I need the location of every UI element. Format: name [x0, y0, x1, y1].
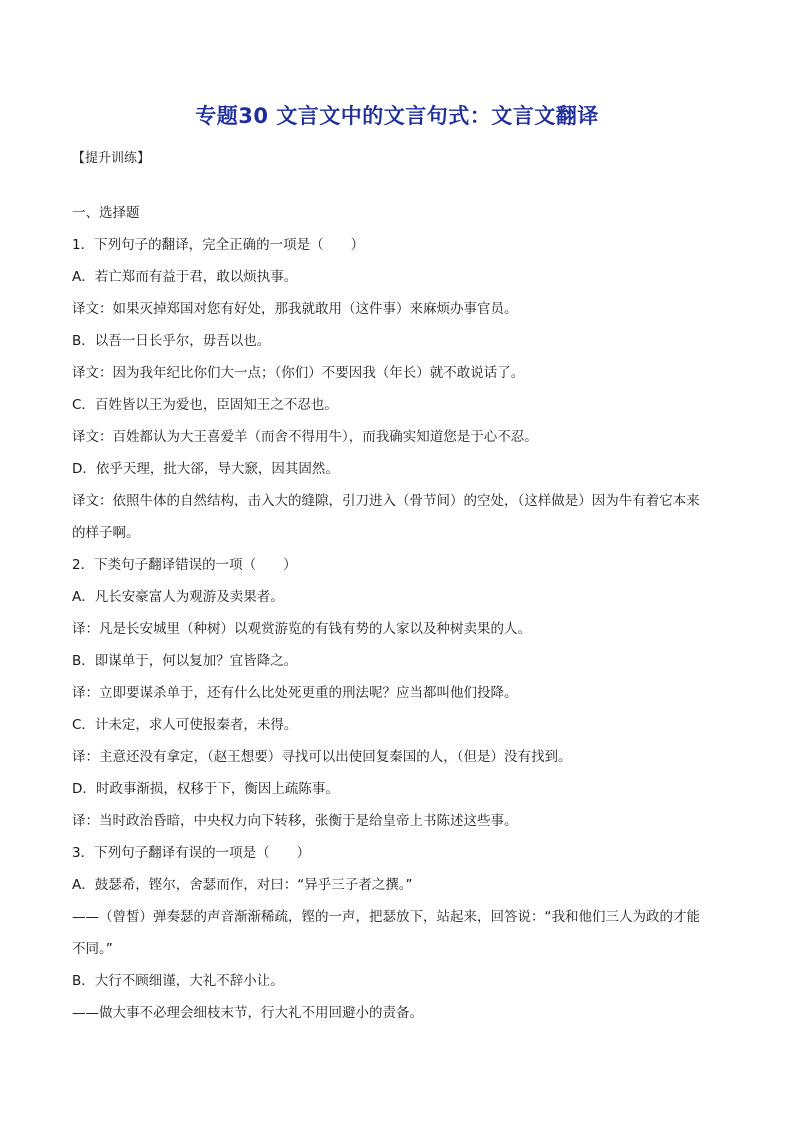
section-heading: 一、选择题 [72, 205, 140, 221]
question-line: A．鼓瑟希，铿尔，舍瑟而作，对曰：“异乎三子者之撰。” [72, 877, 413, 893]
question-line: B．即谋单于，何以复加？宜皆降之。 [72, 653, 298, 669]
question-stem: 1．下列句子的翻译，完全正确的一项是（ ） [72, 237, 365, 253]
question-line: C．计未定，求人可使报秦者，未得。 [72, 717, 298, 733]
question-line: A．凡长安豪富人为观游及卖果者。 [72, 589, 284, 605]
question-line: 译文：百姓都认为大王喜爱羊（而舍不得用牛），而我确实知道您是于心不忍。 [72, 429, 538, 445]
spacer [72, 175, 730, 197]
question-line: 不同。” [72, 941, 113, 957]
question-line: D．时政事渐损，权移于下，衡因上疏陈事。 [72, 781, 339, 797]
section-tag: 【提升训练】 [72, 151, 151, 166]
question-line: 译文：如果灭掉郑国对您有好处，那我就敢用（这件事）来麻烦办事官员。 [72, 301, 518, 317]
question-line: 译：凡是长安城里（种树）以观赏游览的有钱有势的人家以及种树卖果的人。 [72, 621, 531, 637]
question-line: 的样子啊。 [72, 525, 140, 541]
question-line: 译文：依照牛体的自然结构，击入大的缝隙，引刀进入（骨节间）的空处，（这样做是）因为牛有着它本来 [72, 493, 700, 509]
question-line: ——做大事不必理会细枝末节，行大礼不用回避小的责备。 [72, 1005, 423, 1021]
question-line: 译文：因为我年纪比你们大一点；（你们）不要因我（年长）就不敢说话了。 [72, 365, 525, 381]
question-line: 译：立即要谋杀单于，还有什么比处死更重的刑法呢？应当都叫他们投降。 [72, 685, 518, 701]
question-stem: 2．下类句子翻译错误的一项（ ） [72, 557, 297, 573]
page-title: 专题30 文言文中的文言句式：文言文翻译 [195, 104, 599, 128]
question-line: A．若亡郑而有益于君，敢以烦执事。 [72, 269, 298, 285]
question-line: D．依乎天理，批大郤，导大窾，因其固然。 [72, 461, 339, 477]
question-line: ——（曾皙）弹奏瑟的声音渐渐稀疏，铿的一声，把瑟放下，站起来，回答说：“我和他们三人为政的才能 [72, 909, 700, 925]
question-line: 译：主意还没有拿定，（赵王想要）寻找可以出使回复秦国的人，（但是）没有找到。 [72, 749, 572, 765]
question-line: B．大行不顾细谨，大礼不辞小让。 [72, 973, 284, 989]
question-line: B．以吾一日长乎尔，毋吾以也。 [72, 333, 271, 349]
question-line: C．百姓皆以王为爱也，臣固知王之不忍也。 [72, 397, 338, 413]
document-body [72, 143, 730, 1029]
question-stem: 3．下列句子翻译有误的一项是（ ） [72, 845, 311, 861]
question-line: 译：当时政治昏暗，中央权力向下转移，张衡于是给皇帝上书陈述这些事。 [72, 813, 518, 829]
